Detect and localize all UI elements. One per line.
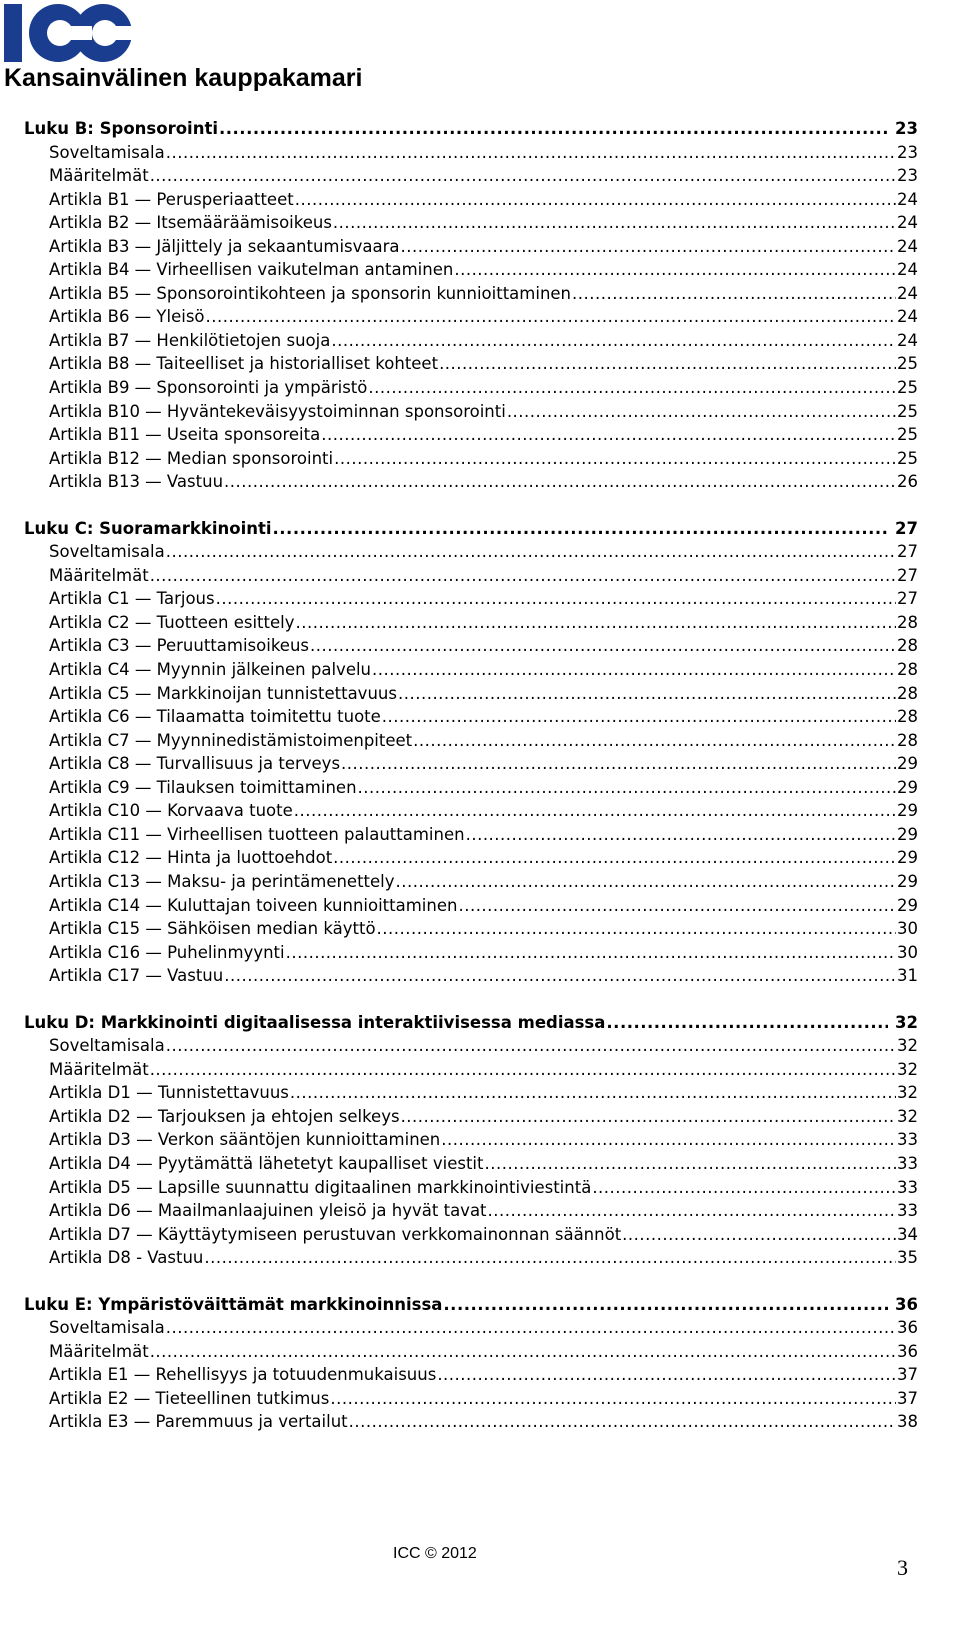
dot-leader: [150, 164, 896, 188]
dot-leader: [439, 352, 896, 376]
toc-entry-row[interactable]: [24, 1363, 918, 1387]
page-reference: 24: [897, 189, 918, 209]
page-reference: 25: [897, 448, 918, 468]
page-reference: 30: [897, 942, 918, 962]
page-reference: 32: [897, 1106, 918, 1126]
toc-entry-row[interactable]: [24, 470, 918, 494]
dot-leader: [150, 1340, 896, 1364]
toc-entry-row[interactable]: [24, 611, 918, 635]
toc-entry-row[interactable]: [24, 729, 918, 753]
page-reference: 31: [897, 966, 918, 986]
page-reference: 36: [895, 1294, 918, 1314]
page-reference: 33: [897, 1201, 918, 1221]
page-reference: 29: [897, 848, 918, 868]
entry-title: Artikla C9 — Tilauksen toimittaminen: [49, 777, 357, 797]
entry-title: Artikla C7 — Myynninedistämistoimenpiteet: [49, 730, 413, 750]
page-reference: 25: [897, 378, 918, 398]
dot-leader: [295, 611, 896, 635]
page-reference: 24: [897, 213, 918, 233]
entry-title: Määritelmät: [49, 1341, 149, 1361]
page-reference: 25: [897, 401, 918, 421]
toc-entry-row[interactable]: [24, 682, 918, 706]
toc-entry-row[interactable]: [24, 352, 918, 376]
page-reference: 24: [897, 307, 918, 327]
dot-leader: [321, 423, 896, 447]
toc-entry-row[interactable]: [24, 1128, 918, 1152]
page-reference: 29: [897, 801, 918, 821]
page-reference: 27: [897, 589, 918, 609]
entry-title: Soveltamisala: [49, 542, 165, 562]
entry-title: Artikla B5 — Sponsorointikohteen ja sponsorin kunnioittaminen: [49, 283, 572, 303]
entry-title: Artikla D5 — Lapsille suunnattu digitaalinen markkinointiviestintä: [49, 1177, 592, 1197]
entry-title: Artikla D6 — Maailmanlaajuinen yleisö ja hyvät tavat: [49, 1201, 487, 1221]
entry-title: Artikla B6 — Yleisö: [49, 307, 205, 327]
dot-leader: [330, 1387, 896, 1411]
dot-leader: [166, 1034, 896, 1058]
chapter-title: Luku C: Suoramarkkinointi: [24, 518, 272, 538]
page-reference: 23: [897, 166, 918, 186]
page-reference: 24: [897, 236, 918, 256]
dot-leader: [216, 587, 896, 611]
toc-entry-row[interactable]: [24, 1223, 918, 1247]
entry-title: Artikla D3 — Verkon sääntöjen kunnioittaminen: [49, 1130, 441, 1150]
entry-title: Artikla C5 — Markkinoijan tunnistettavuus: [49, 683, 397, 703]
page-reference: 25: [897, 354, 918, 374]
dot-leader: [286, 941, 896, 965]
entry-title: Artikla B1 — Perusperiaatteet: [49, 189, 294, 209]
toc-entry-row[interactable]: [24, 799, 918, 823]
dot-leader: [206, 305, 896, 329]
entry-title: Soveltamisala: [49, 142, 165, 162]
toc-chapter: [24, 517, 918, 988]
dot-leader: [484, 1152, 896, 1176]
dot-leader: [466, 823, 896, 847]
page-reference: 32: [897, 1083, 918, 1103]
page-reference: 23: [895, 119, 918, 138]
dot-leader: [372, 658, 896, 682]
dot-leader: [606, 1011, 888, 1035]
entry-title: Artikla B4 — Virheellisen vaikutelman antaminen: [49, 260, 454, 280]
dot-leader: [224, 964, 896, 988]
page-reference: 27: [897, 565, 918, 585]
entry-title: Määritelmät: [49, 166, 149, 186]
page-reference: 29: [897, 871, 918, 891]
entry-title: Artikla B13 — Vastuu: [49, 472, 224, 492]
entry-title: Artikla B2 — Itsemääräämisoikeus: [49, 213, 332, 233]
dot-leader: [219, 117, 888, 141]
toc-entry-row[interactable]: [24, 235, 918, 259]
dot-leader: [295, 188, 896, 212]
dot-leader: [401, 235, 896, 259]
chapter-heading-row[interactable]: [24, 517, 918, 541]
toc-entry-row[interactable]: [24, 1081, 918, 1105]
toc-entry-row[interactable]: [24, 376, 918, 400]
toc-entry-row[interactable]: [24, 305, 918, 329]
toc-entry-row[interactable]: [24, 870, 918, 894]
entry-title: Artikla E1 — Rehellisyys ja totuudenmukaisuus: [49, 1365, 437, 1385]
page-reference: 24: [897, 283, 918, 303]
page-reference: 36: [897, 1318, 918, 1338]
toc-entry-row[interactable]: [24, 282, 918, 306]
entry-title: Artikla D4 — Pyytämättä lähetetyt kaupalliset viestit: [49, 1153, 484, 1173]
page-reference: 28: [897, 612, 918, 632]
page-reference: 27: [897, 542, 918, 562]
dot-leader: [166, 540, 896, 564]
entry-title: Artikla C8 — Turvallisuus ja terveys: [49, 754, 341, 774]
dot-leader: [334, 447, 896, 471]
toc-entry-row[interactable]: [24, 540, 918, 564]
toc-entry-row[interactable]: [24, 329, 918, 353]
toc-entry-row[interactable]: [24, 141, 918, 165]
dot-leader: [273, 517, 889, 541]
dot-leader: [592, 1176, 896, 1200]
toc-entry-row[interactable]: [24, 1199, 918, 1223]
toc-entry-row[interactable]: [24, 964, 918, 988]
entry-title: Artikla C2 — Tuotteen esittely: [49, 612, 295, 632]
dot-leader: [382, 705, 896, 729]
toc-entry-row[interactable]: [24, 705, 918, 729]
toc-entry-row[interactable]: [24, 211, 918, 235]
page-reference: 36: [897, 1341, 918, 1361]
dot-leader: [341, 752, 896, 776]
toc-entry-row[interactable]: [24, 423, 918, 447]
toc-entry-row[interactable]: [24, 917, 918, 941]
toc-entry-row[interactable]: [24, 823, 918, 847]
entry-title: Artikla C16 — Puhelinmyynti: [49, 942, 285, 962]
entry-title: Artikla D8 - Vastuu: [49, 1248, 204, 1268]
entry-title: Artikla B10 — Hyväntekeväisyystoiminnan sponsorointi: [49, 401, 506, 421]
entry-title: Artikla B8 — Taiteelliset ja historialliset kohteet: [49, 354, 439, 374]
page-reference: 35: [897, 1248, 918, 1268]
organization-name: Kansainvälinen kauppakamari: [4, 64, 363, 92]
page-reference: 33: [897, 1153, 918, 1173]
dot-leader: [413, 729, 896, 753]
page-reference: 37: [897, 1365, 918, 1385]
page-reference: 24: [897, 330, 918, 350]
entry-title: Artikla B3 — Jäljittely ja sekaantumisvaara: [49, 236, 400, 256]
entry-title: Artikla B9 — Sponsorointi ja ympäristö: [49, 378, 368, 398]
entry-title: Artikla D1 — Tunnistettavuus: [49, 1083, 289, 1103]
page-reference: 29: [897, 754, 918, 774]
toc-entry-row[interactable]: [24, 1058, 918, 1082]
dot-leader: [622, 1223, 896, 1247]
page-reference: 26: [897, 472, 918, 492]
dot-leader: [150, 564, 896, 588]
dot-leader: [443, 1293, 888, 1317]
dot-leader: [488, 1199, 896, 1223]
toc-entry-row[interactable]: [24, 258, 918, 282]
toc-entry-row[interactable]: [24, 941, 918, 965]
toc-entry-row[interactable]: [24, 752, 918, 776]
entry-title: Määritelmät: [49, 565, 149, 585]
page-reference: 28: [897, 683, 918, 703]
toc-entry-row[interactable]: [24, 1387, 918, 1411]
dot-leader: [454, 258, 896, 282]
chapter-heading-row[interactable]: [24, 1011, 918, 1035]
entry-title: Artikla C17 — Vastuu: [49, 966, 224, 986]
toc-entry-row[interactable]: [24, 658, 918, 682]
dot-leader: [333, 211, 896, 235]
dot-leader: [310, 634, 896, 658]
entry-title: Artikla C15 — Sähköisen median käyttö: [49, 919, 376, 939]
toc-entry-row[interactable]: [24, 564, 918, 588]
page-reference: 24: [897, 260, 918, 280]
entry-title: Artikla B7 — Henkilötietojen suoja: [49, 330, 331, 350]
toc-entry-row[interactable]: [24, 634, 918, 658]
dot-leader: [441, 1128, 896, 1152]
toc-entry-row[interactable]: [24, 400, 918, 424]
chapter-title: Luku E: Ympäristöväittämät markkinoinnissa: [24, 1294, 443, 1314]
icc-logo: [4, 4, 132, 62]
dot-leader: [331, 329, 896, 353]
entry-title: Artikla C1 — Tarjous: [49, 589, 215, 609]
chapter-title: Luku D: Markkinointi digitaalisessa interaktiivisessa mediassa: [24, 1012, 606, 1032]
page-reference: 33: [897, 1177, 918, 1197]
dot-leader: [290, 1081, 896, 1105]
page-reference: 32: [897, 1059, 918, 1079]
page-reference: 25: [897, 425, 918, 445]
dot-leader: [401, 1105, 896, 1129]
entry-title: Artikla C11 — Virheellisen tuotteen palauttaminen: [49, 824, 465, 844]
footer-copyright: ICC © 2012: [393, 1545, 477, 1562]
toc-entry-row[interactable]: [24, 1246, 918, 1270]
dot-leader: [224, 470, 896, 494]
page-reference: 23: [897, 142, 918, 162]
toc-entry-row[interactable]: [24, 188, 918, 212]
page-reference: 29: [897, 824, 918, 844]
entry-title: Artikla B12 — Median sponsorointi: [49, 448, 334, 468]
entry-title: Artikla E2 — Tieteellinen tutkimus: [49, 1388, 330, 1408]
page-reference: 32: [897, 1036, 918, 1056]
entry-title: Artikla C6 — Tilaamatta toimitettu tuote: [49, 707, 381, 727]
toc-chapter: [24, 1011, 918, 1270]
dot-leader: [166, 1316, 896, 1340]
chapter-heading-row[interactable]: [24, 117, 918, 141]
entry-title: Artikla C14 — Kuluttajan toiveen kunnioittaminen: [49, 895, 458, 915]
toc-entry-row[interactable]: [24, 447, 918, 471]
toc-entry-row[interactable]: [24, 894, 918, 918]
dot-leader: [150, 1058, 896, 1082]
page-reference: 38: [897, 1412, 918, 1432]
entry-title: Määritelmät: [49, 1059, 149, 1079]
entry-title: Artikla C3 — Peruuttamisoikeus: [49, 636, 309, 656]
toc-entry-row[interactable]: [24, 776, 918, 800]
dot-leader: [398, 682, 896, 706]
page-reference: 29: [897, 895, 918, 915]
page-reference: 32: [895, 1012, 918, 1032]
toc-entry-row[interactable]: [24, 1034, 918, 1058]
entry-title: Artikla E3 — Paremmuus ja vertailut: [49, 1412, 348, 1432]
toc-entry-row[interactable]: [24, 164, 918, 188]
chapter-title: Luku B: Sponsorointi: [24, 119, 218, 138]
page-reference: 28: [897, 707, 918, 727]
dot-leader: [333, 846, 896, 870]
toc-entry-row[interactable]: [24, 846, 918, 870]
dot-leader: [507, 400, 896, 424]
toc-entry-row[interactable]: [24, 1152, 918, 1176]
dot-leader: [166, 141, 896, 165]
page-reference: 33: [897, 1130, 918, 1150]
toc-entry-row[interactable]: [24, 1105, 918, 1129]
chapter-heading-row[interactable]: [24, 1293, 918, 1317]
toc-entry-row[interactable]: [24, 1176, 918, 1200]
entry-title: Soveltamisala: [49, 1318, 165, 1338]
toc-chapter: [24, 1293, 918, 1434]
dot-leader: [437, 1363, 896, 1387]
dot-leader: [294, 799, 896, 823]
entry-title: Artikla D2 — Tarjouksen ja ehtojen selkeys: [49, 1106, 400, 1126]
page-reference: 29: [897, 777, 918, 797]
entry-title: Artikla D7 — Käyttäytymiseen perustuvan verkkomainonnan säännöt: [49, 1224, 622, 1244]
dot-leader: [396, 870, 896, 894]
entry-title: Artikla C10 — Korvaava tuote: [49, 801, 293, 821]
page-reference: 27: [895, 518, 918, 538]
page-reference: 28: [897, 660, 918, 680]
toc-entry-row[interactable]: [24, 587, 918, 611]
page-reference: 37: [897, 1388, 918, 1408]
page-reference: 28: [897, 636, 918, 656]
dot-leader: [349, 1410, 896, 1434]
dot-leader: [358, 776, 896, 800]
dot-leader: [572, 282, 896, 306]
entry-title: Artikla C4 — Myynnin jälkeinen palvelu: [49, 660, 372, 680]
entry-title: Artikla B11 — Useita sponsoreita: [49, 425, 321, 445]
page-reference: 34: [897, 1224, 918, 1244]
dot-leader: [377, 917, 896, 941]
entry-title: Soveltamisala: [49, 1036, 165, 1056]
page-reference: 28: [897, 730, 918, 750]
dot-leader: [458, 894, 896, 918]
page-reference: 30: [897, 919, 918, 939]
page-number: 3: [897, 1555, 908, 1580]
toc-entry-row[interactable]: [24, 1340, 918, 1364]
table-of-contents: [24, 117, 918, 1457]
entry-title: Artikla C12 — Hinta ja luottoehdot: [49, 848, 333, 868]
toc-chapter: [24, 117, 918, 494]
toc-entry-row[interactable]: [24, 1410, 918, 1434]
entry-title: Artikla C13 — Maksu- ja perintämenettely: [49, 871, 395, 891]
dot-leader: [204, 1246, 896, 1270]
dot-leader: [368, 376, 896, 400]
toc-entry-row[interactable]: [24, 1316, 918, 1340]
